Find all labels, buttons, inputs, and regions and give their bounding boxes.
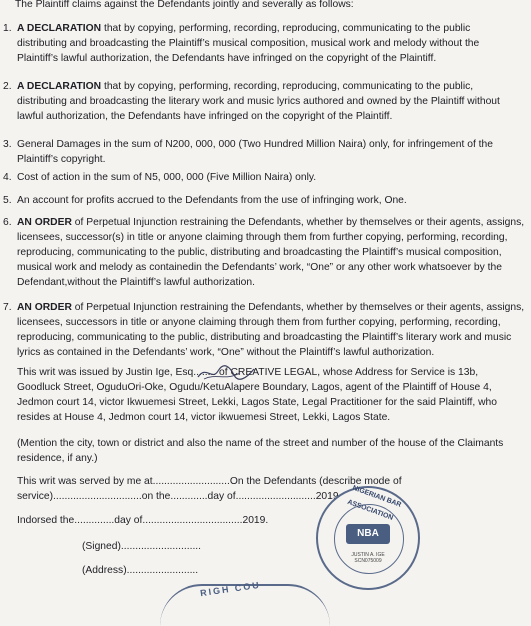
claim-heading: AN ORDER bbox=[17, 302, 72, 313]
claim-text: reproducing, communicating to the public, distributing and broadcasting the Plaintiff’s musical composition, bbox=[17, 247, 502, 258]
claim-line bbox=[17, 330, 511, 345]
claim-text: that by copying, performing, recording, reproducing, communicating to the public bbox=[101, 23, 471, 34]
seal-number: SCN075009 bbox=[354, 558, 382, 564]
claim-text: Defendant,without the Plaintiff’s lawful authorization. bbox=[17, 277, 255, 288]
claim-line bbox=[17, 315, 501, 330]
claim-number: 7. bbox=[3, 302, 12, 313]
court-stamp-text: RIGH COU bbox=[199, 579, 262, 599]
claim-heading: A DECLARATION bbox=[17, 23, 102, 34]
claim-line bbox=[17, 230, 507, 245]
claim-heading: A DECLARATION bbox=[17, 81, 102, 92]
claim-line bbox=[17, 170, 316, 185]
claim-line bbox=[17, 345, 434, 360]
mention-line: (Mention the city, town or district and also the name of the street and number of the house of the Claimants bbox=[17, 438, 504, 449]
seal-holder-name: JUSTIN A. IGE bbox=[351, 552, 385, 558]
claim-text: General Damages in the sum of N200, 000, 000 (Two Hundred Million Naira) only, for infringement of the bbox=[17, 139, 493, 150]
claim-line bbox=[17, 193, 407, 208]
writ-line: Goodluck Street, OguduOri-Oke, Ogudu/KetuAlapere Boundary, Lagos, agent of the Plaintiff of House 4, bbox=[17, 382, 492, 393]
claim-line bbox=[17, 260, 502, 275]
writ-line: Jedmon court 14, victor Ikwuemesi Street, Lekki, Lagos State, Legal Practitioner for the said Plaintiff, who bbox=[17, 397, 498, 408]
claim-number: 3. bbox=[3, 139, 12, 150]
claim-text: reproducing, communicating to the public, distributing and broadcasting the Plaintiff’s literary work and music bbox=[17, 332, 512, 343]
intro-text: The Plaintiff claims against the Defendants jointly and severally as follows: bbox=[15, 0, 354, 10]
claim-line bbox=[17, 152, 106, 167]
claim-line bbox=[17, 79, 473, 94]
seal-abbr: NBA bbox=[346, 524, 390, 544]
nba-seal-stamp bbox=[316, 486, 420, 590]
claim-heading: AN ORDER bbox=[17, 217, 72, 228]
claim-number: 6. bbox=[3, 217, 12, 228]
claim-text: distributing and broadcasting the Plaintiff’s musical composition, musical work and melody without the bbox=[17, 38, 480, 49]
writ-line: resides at House 4, Jedmon court 14, victor ikwuemesi Street, Lekki, Lagos State. bbox=[17, 412, 391, 423]
claim-number: 1. bbox=[3, 23, 12, 34]
claim-line bbox=[17, 36, 479, 51]
claim-text: of Perpetual Injunction restraining the Defendants, whether by themselves or their agents, assigns, bbox=[71, 302, 525, 313]
claim-line bbox=[17, 245, 502, 260]
claim-text: Cost of action in the sum of N5, 000, 000 (Five Million Naira) only. bbox=[17, 172, 317, 183]
claim-line bbox=[17, 94, 500, 109]
claim-number: 2. bbox=[3, 81, 12, 92]
served-line: service)...............................on the.............day of............................2019 bbox=[17, 491, 339, 502]
seal-name bbox=[336, 552, 400, 564]
claim-text: distributing and broadcasting the literary work and music lyrics authored and owned by the Plaintiff without bbox=[17, 96, 500, 107]
claim-text: musical work and melody as containedin the Defendants’ work, “One” or any other work whatsoever by the bbox=[17, 262, 502, 273]
claim-line bbox=[17, 300, 524, 315]
claim-line bbox=[17, 51, 436, 66]
claim-text: licensees, successors in title or anyone claiming through them from further copying, performing, recording, bbox=[17, 317, 501, 328]
mention-line: residence, if any.) bbox=[17, 453, 98, 464]
signature-scribble bbox=[196, 363, 256, 383]
claim-text: of Perpetual Injunction restraining the Defendants, whether by themselves or their agents, assigns, bbox=[71, 217, 525, 228]
signed-line: (Signed)............................ bbox=[82, 541, 202, 552]
claim-text: Plaintiff’s lawful authorization, the Defendants have infringed on the copyright of the Plaintiff. bbox=[17, 53, 437, 64]
claim-text: lawful authorization, the Defendants have infringed on the copyright of the Plaintiff. bbox=[17, 111, 393, 122]
indorsed-line: Indorsed the..............day of...................................2019. bbox=[17, 515, 269, 526]
claim-text: that by copying, performing, recording, reproducing, communicating to the public, bbox=[101, 81, 474, 92]
claim-number: 5. bbox=[3, 195, 12, 206]
claim-line bbox=[17, 215, 524, 230]
claim-text: An account for profits accrued to the Defendants from the use of infringing work, One. bbox=[17, 195, 407, 206]
address-line: (Address)......................... bbox=[82, 565, 199, 576]
claim-text: lyrics as contained in the Defendants’ work, “One” without the Plaintiff’s lawful authorization. bbox=[17, 347, 435, 358]
claim-line bbox=[17, 275, 255, 290]
claim-number: 4. bbox=[3, 172, 12, 183]
claim-text: Plaintiff’s copyright. bbox=[17, 154, 106, 165]
claim-text: licensees, successor(s) in title or anyone claiming through them from further copying, performing, recording, bbox=[17, 232, 508, 243]
writ-line: This writ was issued by Justin Ige, Esq........ of CREATIVE LEGAL, whose Address for Service is 13b, bbox=[17, 367, 479, 378]
served-line: This writ was served by me at...........................On the Defendants (describe mode of bbox=[17, 476, 402, 487]
seal-org-text: NIGERIAN BAR ASSOCIATION bbox=[346, 484, 403, 522]
claim-line bbox=[17, 21, 470, 36]
claim-line bbox=[17, 137, 493, 152]
claim-line bbox=[17, 109, 392, 124]
